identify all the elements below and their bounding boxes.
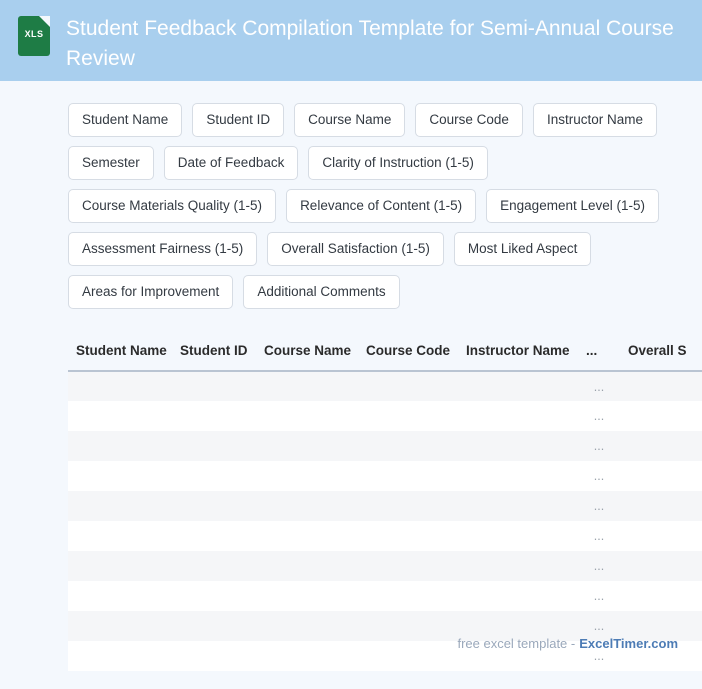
field-chip[interactable]: Instructor Name	[533, 103, 657, 137]
field-chip[interactable]: Clarity of Instruction (1-5)	[308, 146, 488, 180]
cell-course-name[interactable]	[256, 641, 358, 671]
cell-student-id[interactable]	[172, 461, 256, 491]
cell-course-name[interactable]	[256, 611, 358, 641]
table-header-row	[68, 337, 702, 371]
cell-student-name[interactable]	[68, 461, 172, 491]
cell-student-id[interactable]	[172, 371, 256, 401]
cell-student-name[interactable]	[68, 491, 172, 521]
cell-overall[interactable]	[620, 581, 702, 611]
cell-student-name[interactable]	[68, 371, 172, 401]
table-row[interactable]	[68, 401, 702, 431]
cell-course-code[interactable]	[358, 461, 458, 491]
cell-overall[interactable]	[620, 491, 702, 521]
table-row[interactable]	[68, 431, 702, 461]
field-chip[interactable]: Most Liked Aspect	[454, 232, 592, 266]
cell-course-code[interactable]	[358, 581, 458, 611]
cell-course-code[interactable]	[358, 641, 458, 671]
cell-course-name[interactable]	[256, 581, 358, 611]
column-header-instructor-name[interactable]: Instructor Name	[458, 337, 578, 371]
cell-overall[interactable]	[620, 551, 702, 581]
cell-overall[interactable]	[620, 521, 702, 551]
cell-overflow: ...	[578, 431, 620, 461]
cell-course-name[interactable]	[256, 551, 358, 581]
cell-overall[interactable]	[620, 461, 702, 491]
cell-student-name[interactable]	[68, 401, 172, 431]
xls-file-icon	[18, 16, 50, 56]
page-content	[0, 81, 702, 671]
page-title: Student Feedback Compilation Template for Semi-Annual Course Review	[66, 17, 674, 70]
column-header-overall[interactable]: Overall S	[620, 337, 702, 371]
data-table-wrapper	[68, 337, 702, 671]
cell-course-name[interactable]	[256, 521, 358, 551]
table-row[interactable]	[68, 491, 702, 521]
cell-course-code[interactable]	[358, 371, 458, 401]
cell-course-name[interactable]	[256, 371, 358, 401]
field-chip[interactable]: Date of Feedback	[164, 146, 299, 180]
cell-instructor-name[interactable]	[458, 491, 578, 521]
cell-instructor-name[interactable]	[458, 551, 578, 581]
table-row[interactable]	[68, 461, 702, 491]
cell-course-code[interactable]	[358, 611, 458, 641]
cell-overflow: ...	[578, 551, 620, 581]
field-chip[interactable]: Overall Satisfaction (1-5)	[267, 232, 444, 266]
field-chip[interactable]: Relevance of Content (1-5)	[286, 189, 476, 223]
field-chip[interactable]: Course Name	[294, 103, 405, 137]
cell-student-id[interactable]	[172, 491, 256, 521]
column-header-student-name[interactable]: Student Name	[68, 337, 172, 371]
column-header-course-name[interactable]: Course Name	[256, 337, 358, 371]
cell-overflow: ...	[578, 491, 620, 521]
cell-course-code[interactable]	[358, 491, 458, 521]
field-chip[interactable]: Engagement Level (1-5)	[486, 189, 659, 223]
field-chip[interactable]: Areas for Improvement	[68, 275, 233, 309]
cell-student-id[interactable]	[172, 581, 256, 611]
field-chip-list	[68, 103, 680, 309]
cell-overflow: ...	[578, 371, 620, 401]
cell-student-id[interactable]	[172, 521, 256, 551]
field-chip[interactable]: Course Code	[415, 103, 523, 137]
table-body	[68, 371, 702, 671]
table-header	[68, 337, 702, 371]
field-chip[interactable]: Additional Comments	[243, 275, 399, 309]
cell-student-id[interactable]	[172, 401, 256, 431]
table-row[interactable]	[68, 521, 702, 551]
column-header-course-code[interactable]: Course Code	[358, 337, 458, 371]
field-chip[interactable]: Course Materials Quality (1-5)	[68, 189, 276, 223]
cell-student-id[interactable]	[172, 611, 256, 641]
cell-student-id[interactable]	[172, 431, 256, 461]
cell-course-name[interactable]	[256, 401, 358, 431]
footer	[457, 636, 678, 651]
field-chip[interactable]: Assessment Fairness (1-5)	[68, 232, 257, 266]
cell-overflow: ...	[578, 521, 620, 551]
footer-text: free excel template -	[457, 636, 576, 651]
cell-student-name[interactable]	[68, 641, 172, 671]
data-table	[68, 337, 702, 671]
cell-overflow: ...	[578, 581, 620, 611]
cell-student-name[interactable]	[68, 581, 172, 611]
cell-overflow: ...	[578, 461, 620, 491]
cell-instructor-name[interactable]	[458, 581, 578, 611]
cell-overall[interactable]	[620, 431, 702, 461]
cell-student-name[interactable]	[68, 521, 172, 551]
cell-course-code[interactable]	[358, 551, 458, 581]
cell-instructor-name[interactable]	[458, 431, 578, 461]
cell-student-id[interactable]	[172, 641, 256, 671]
cell-student-name[interactable]	[68, 611, 172, 641]
field-chip[interactable]: Student Name	[68, 103, 182, 137]
cell-instructor-name[interactable]	[458, 371, 578, 401]
table-row[interactable]	[68, 371, 702, 401]
cell-course-name[interactable]	[256, 461, 358, 491]
xls-icon-label: XLS	[24, 29, 44, 39]
cell-instructor-name[interactable]	[458, 401, 578, 431]
cell-course-code[interactable]	[358, 521, 458, 551]
page-header	[0, 0, 702, 81]
cell-course-name[interactable]	[256, 491, 358, 521]
cell-instructor-name[interactable]	[458, 461, 578, 491]
cell-overflow: ...	[578, 611, 620, 641]
column-header-overflow: ...	[578, 337, 620, 371]
cell-student-id[interactable]	[172, 551, 256, 581]
cell-student-name[interactable]	[68, 551, 172, 581]
table-row[interactable]	[68, 581, 702, 611]
cell-overflow: ...	[578, 641, 620, 671]
table-row[interactable]	[68, 551, 702, 581]
field-chip[interactable]: Semester	[68, 146, 154, 180]
cell-overall[interactable]	[620, 371, 702, 401]
field-chip[interactable]: Student ID	[192, 103, 284, 137]
footer-brand-link[interactable]: ExcelTimer.com	[579, 636, 678, 651]
cell-course-code[interactable]	[358, 431, 458, 461]
cell-overall[interactable]	[620, 401, 702, 431]
cell-course-name[interactable]	[256, 431, 358, 461]
cell-instructor-name[interactable]	[458, 521, 578, 551]
cell-student-name[interactable]	[68, 431, 172, 461]
cell-course-code[interactable]	[358, 401, 458, 431]
cell-overflow: ...	[578, 401, 620, 431]
column-header-student-id[interactable]: Student ID	[172, 337, 256, 371]
